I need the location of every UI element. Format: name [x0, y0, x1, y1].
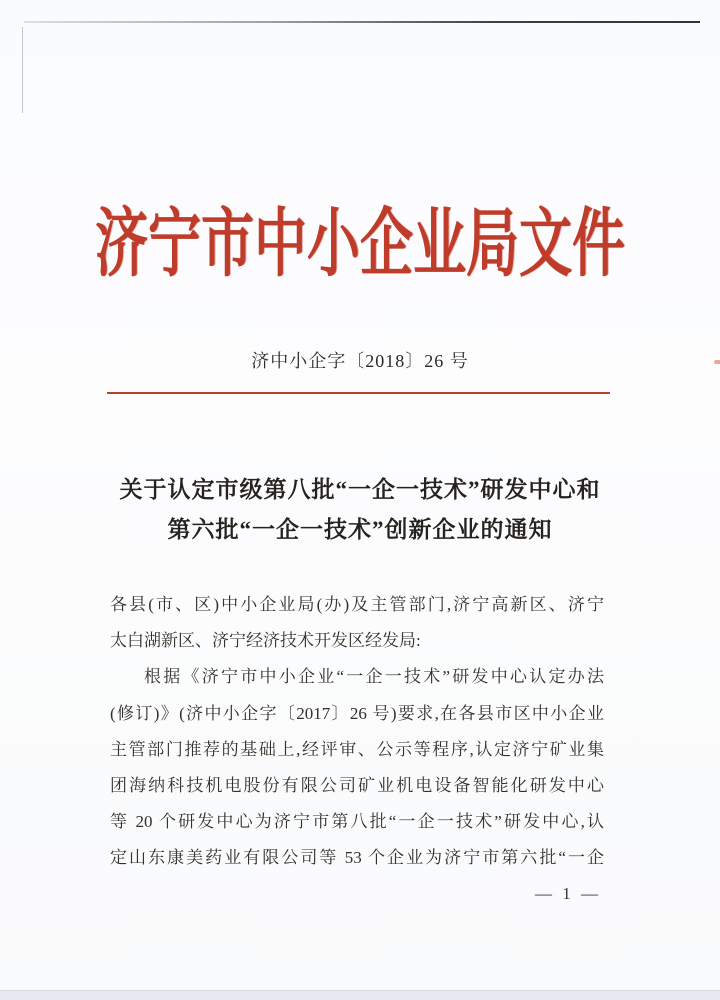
notice-title-line2: 第六批“一企一技术”创新企业的通知 — [167, 516, 553, 542]
body-line: 主管部门推荐的基础上,经评审、公示等程序,认定济宁矿业集 — [110, 739, 604, 759]
body-line: 各县(市、区)中小企业局(办)及主管部门,济宁高新区、济宁 — [110, 595, 604, 614]
red-separator-rule — [107, 392, 610, 394]
page-number: — 1 — — [535, 884, 601, 903]
scan-artifact-left-crease — [22, 27, 23, 113]
body-line: 团海纳科技机电股份有限公司矿业机电设备智能化研发中心 — [110, 776, 604, 796]
body-line: 根据《济宁市中小企业“一企一技术”研发中心认定办法 — [144, 667, 604, 687]
body-line: (修订)》(济中小企字〔2017〕26 号)要求,在各县市区中小企业 — [110, 703, 604, 723]
body-text — [110, 587, 604, 877]
body-line: 定山东康美药业有限公司等 53 个企业为济宁市第六批“一企 — [110, 848, 604, 868]
scan-artifact-top-line — [24, 21, 700, 23]
letterhead-title: 济宁市中小企业局文件 — [95, 204, 625, 286]
document-number: 济中小企字〔2018〕26 号 — [251, 351, 469, 371]
notice-title — [70, 470, 650, 549]
body-line: 等 20 个研发中心为济宁市第八批“一企一技术”研发中心,认 — [110, 812, 604, 832]
body-line: 太白湖新区、济宁经济技术开发区经发局: — [110, 631, 421, 651]
notice-title-line1: 关于认定市级第八批“一企一技术”研发中心和 — [119, 477, 601, 502]
scanner-edge-strip — [0, 990, 720, 1000]
